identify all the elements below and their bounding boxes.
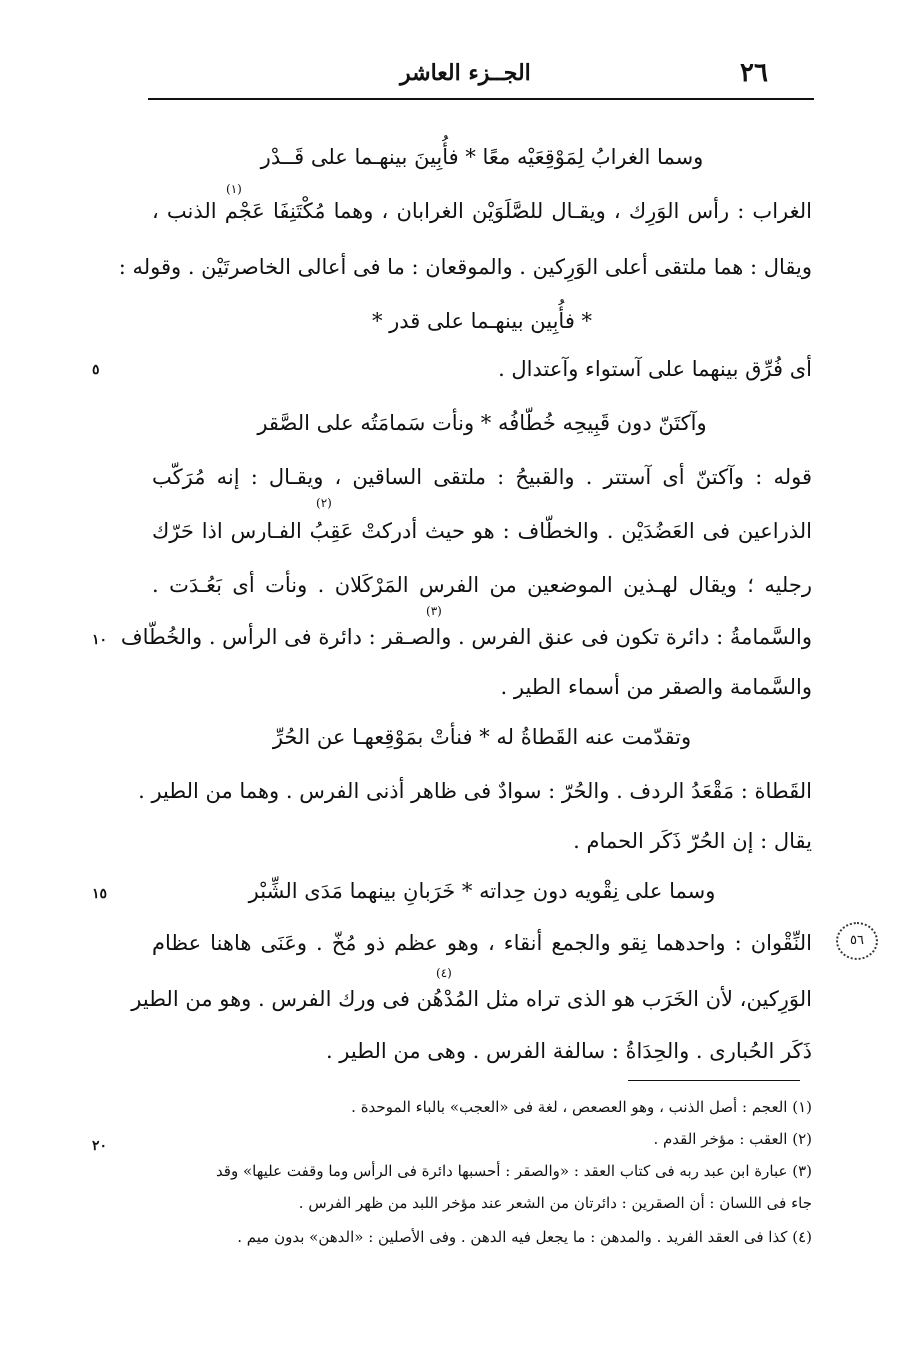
- footnote-continuation: جاء فى اللسان : أن الصقرين : دائرتان من الشعر عند مؤخر اللبد من ظهر الفرس .: [298, 1194, 812, 1212]
- prose-line: والسَّمامةُ : دائرة تكون فى عنق الفرس . والصـقر : دائرة فى الرأس . والخُطّاف: [120, 625, 812, 649]
- footnote: (٤) كذا فى العقد الفريد . والمدهن : ما يجعل فيه الدهن . وفى الأصلين : «الدهن» بدون ميم .: [237, 1228, 812, 1246]
- header-rule: [148, 98, 814, 100]
- margin-line-number: ٥: [92, 362, 100, 378]
- margin-line-number: ٢٠: [92, 1138, 108, 1154]
- running-title: الجــزء العاشر: [400, 60, 531, 86]
- prose-line: أى فُرِّق بينهما على آستواء وآعتدال .: [498, 357, 812, 381]
- footnote: (١) العجم : أصل الذنب ، وهو العصعص ، لغة فى «العجب» بالباء الموحدة .: [351, 1098, 812, 1116]
- prose-line: ويقال : هما ملتقى أعلى الوَرِكين . والموقعان : ما فى أعالى الخاصرتَيْن . وقوله :: [118, 255, 812, 279]
- footnote-rule: [628, 1080, 800, 1081]
- prose-line: ذَكَر الحُبارى . والحِدَاةُ : سالفة الفرس . وهى من الطير .: [325, 1039, 812, 1063]
- prose-line: الوَرِكين، لأن الخَرَب هو الذى تراه مثل المُدْهُن فى ورك الفرس . وهو من الطير: [131, 987, 812, 1011]
- verse-line: وسما الغرابُ لِمَوْقِعَيْه معًا * فأُبِينَ بينهـما على قَــدْر: [260, 145, 704, 169]
- footnote-marker: (٢): [316, 496, 332, 510]
- prose-line: يقال : إن الحُرّ ذَكَر الحمام .: [573, 829, 812, 853]
- prose-line: الذراعين فى العَضُدَيْن . والخطّاف : هو حيث أدركتْ عَقِبُ الفـارس اذا حَرّك: [152, 519, 812, 543]
- prose-line: الغراب : رأس الوَرِك ، ويقـال للصَّلَوَيْن الغرابان ، وهما مُكْتَنِفَا عَجْم الذنب ،: [152, 199, 812, 223]
- margin-line-number: ١٥: [92, 886, 108, 902]
- verse-line: وتقدّمت عنه القَطاةُ له * فنأتْ بمَوْقِعهـا عن الحُرِّ: [272, 725, 692, 749]
- footnote: (٢) العقب : مؤخر القدم .: [653, 1130, 812, 1148]
- prose-line: القَطاة : مَقْعَدُ الردف . والحُرّ : سوادٌ فى ظاهر أذنى الفرس . وهما من الطير .: [138, 779, 812, 803]
- page-number: ٢٦: [740, 58, 768, 88]
- footnote-marker: (٣): [426, 604, 442, 618]
- verse-line: وسما على نِقْويه دون حِداته * خَرَبانِ بينهما مَدَى الشِّبْر: [248, 879, 716, 903]
- verse-line: * فأُبِين بينهـما على قدر *: [371, 309, 593, 333]
- verse-line: وآكتَنّ دون قَبِيحِه خُطّافُه * ونأت سَمامَتُه على الصَّقر: [257, 411, 707, 435]
- margin-line-number: ١٠: [92, 632, 108, 648]
- original-page-seal: ٥٦: [836, 922, 878, 960]
- prose-line: والسَّمامة والصقر من أسماء الطير .: [500, 675, 812, 699]
- footnote-marker: (١): [226, 182, 242, 196]
- prose-line: النِّقْوان : واحدهما نِقو والجمع أنقاء ، وهو عظم ذو مُخّ . وعَنَى هاهنا عظام: [152, 931, 812, 955]
- footnote: (٣) عبارة ابن عبد ربه فى كتاب العقد : «والصقر : أحسبها دائرة فى الرأس وما وقفت عليها» وقد: [215, 1162, 812, 1180]
- prose-line: رجليه ؛ ويقال لهـذين الموضعين من الفرس المَرْكَلان . ونأت أى بَعُـدَت .: [152, 573, 812, 597]
- footnote-marker: (٤): [436, 966, 452, 980]
- prose-line: قوله : وآكتنّ أى آستتر . والقبيحُ : ملتقى الساقين ، ويقـال : إنه مُرَكّب: [152, 465, 812, 489]
